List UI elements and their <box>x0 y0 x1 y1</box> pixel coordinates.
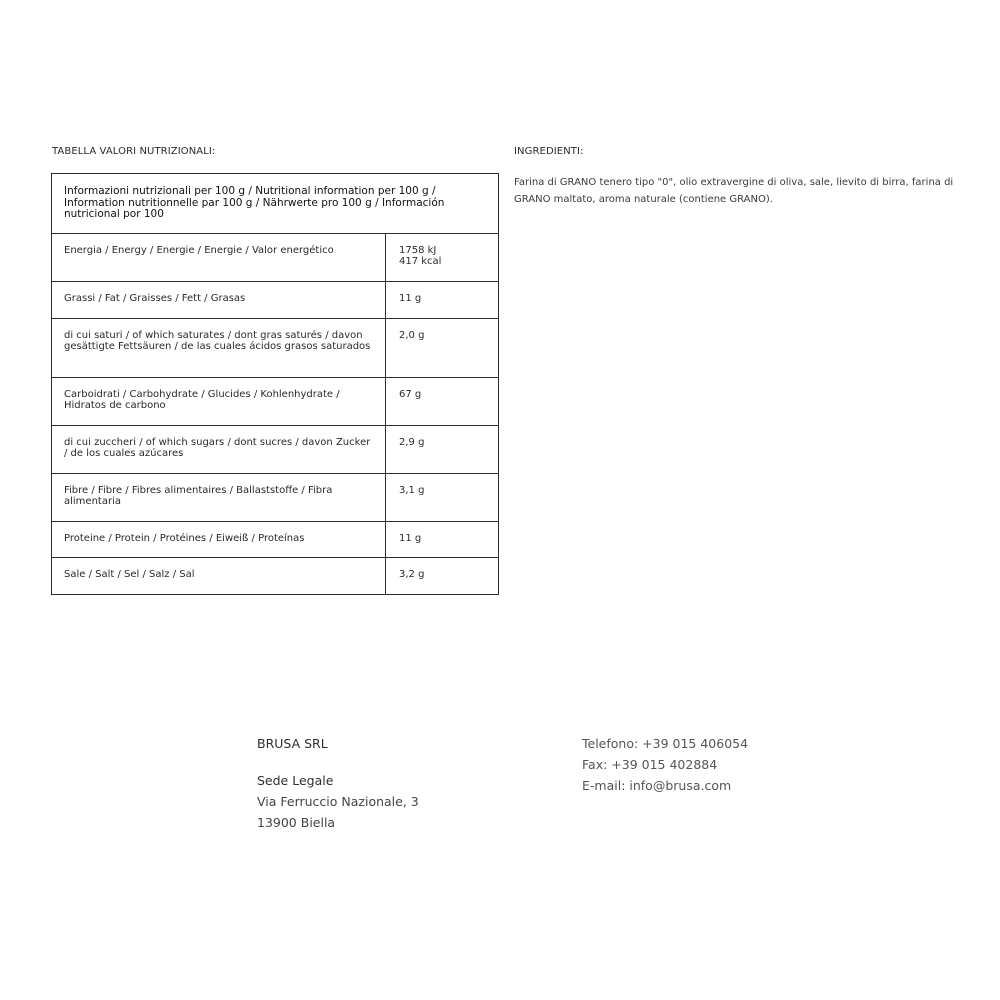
nutrient-label: Carboidrati / Carbohydrate / Glucides / Kohlenhydrate / Hidratos de carbono <box>52 378 386 426</box>
nutrient-label: Proteine / Protein / Protéines / Eiweiß / Proteínas <box>52 522 386 558</box>
nutrient-value: 11 g <box>386 522 499 558</box>
energy-kcal-value: 417 kcal <box>399 256 442 267</box>
table-row <box>52 319 499 378</box>
table-row <box>52 522 499 558</box>
energy-kj-value: 1758 kJ <box>399 245 437 256</box>
nutrition-table-heading: TABELLA VALORI NUTRIZIONALI: <box>52 146 216 157</box>
address-city: 13900 Biella <box>257 815 336 830</box>
table-header-cell: Informazioni nutrizionali per 100 g / Nutritional information per 100 g / Information nutritionnelle par 100 g / Nährwerte pro 100 g / Información nutricional por 100 <box>52 174 499 234</box>
ingredients-text: Farina di GRANO tenero tipo "0", olio extravergine di oliva, sale, lievito di birra, farina di GRANO maltato, aroma naturale (contiene GRANO). <box>514 177 954 205</box>
nutrition-table <box>51 173 499 595</box>
table-row <box>52 474 499 522</box>
table-row <box>52 282 499 319</box>
nutrient-label: Grassi / Fat / Graisses / Fett / Grasas <box>52 282 386 319</box>
registered-office-title: Sede Legale <box>257 773 334 788</box>
table-row <box>52 234 499 282</box>
nutrient-value: 2,0 g <box>386 319 499 378</box>
table-header-row <box>52 174 499 234</box>
nutrient-label: di cui zuccheri / of which sugars / dont sucres / davon Zucker / de los cuales azúcares <box>52 426 386 474</box>
contact-info <box>582 733 748 796</box>
nutrient-value: 11 g <box>386 282 499 319</box>
fax-number: Fax: +39 015 402884 <box>582 757 718 772</box>
nutrient-label: Fibre / Fibre / Fibres alimentaires / Ballaststoffe / Fibra alimentaria <box>52 474 386 522</box>
company-info <box>257 733 419 833</box>
nutrient-value: 3,2 g <box>386 558 499 595</box>
company-name: BRUSA SRL <box>257 736 328 751</box>
address-street: Via Ferruccio Nazionale, 3 <box>257 794 419 809</box>
ingredients-heading: INGREDIENTI: <box>514 146 584 157</box>
email-address[interactable]: E-mail: info@brusa.com <box>582 778 732 793</box>
nutrient-label: di cui saturi / of which saturates / dont gras saturés / davon gesättigte Fettsäuren / de las cuales ácidos grasos saturados <box>52 319 386 378</box>
table-row <box>52 378 499 426</box>
phone-number: Telefono: +39 015 406054 <box>582 736 749 751</box>
table-row <box>52 558 499 595</box>
nutrient-value <box>386 234 499 282</box>
nutrient-value: 3,1 g <box>386 474 499 522</box>
table-row <box>52 426 499 474</box>
nutrient-label: Energia / Energy / Energie / Energie / Valor energético <box>52 234 386 282</box>
nutrient-value: 67 g <box>386 378 499 426</box>
nutrient-label: Sale / Salt / Sel / Salz / Sal <box>52 558 386 595</box>
nutrient-value: 2,9 g <box>386 426 499 474</box>
